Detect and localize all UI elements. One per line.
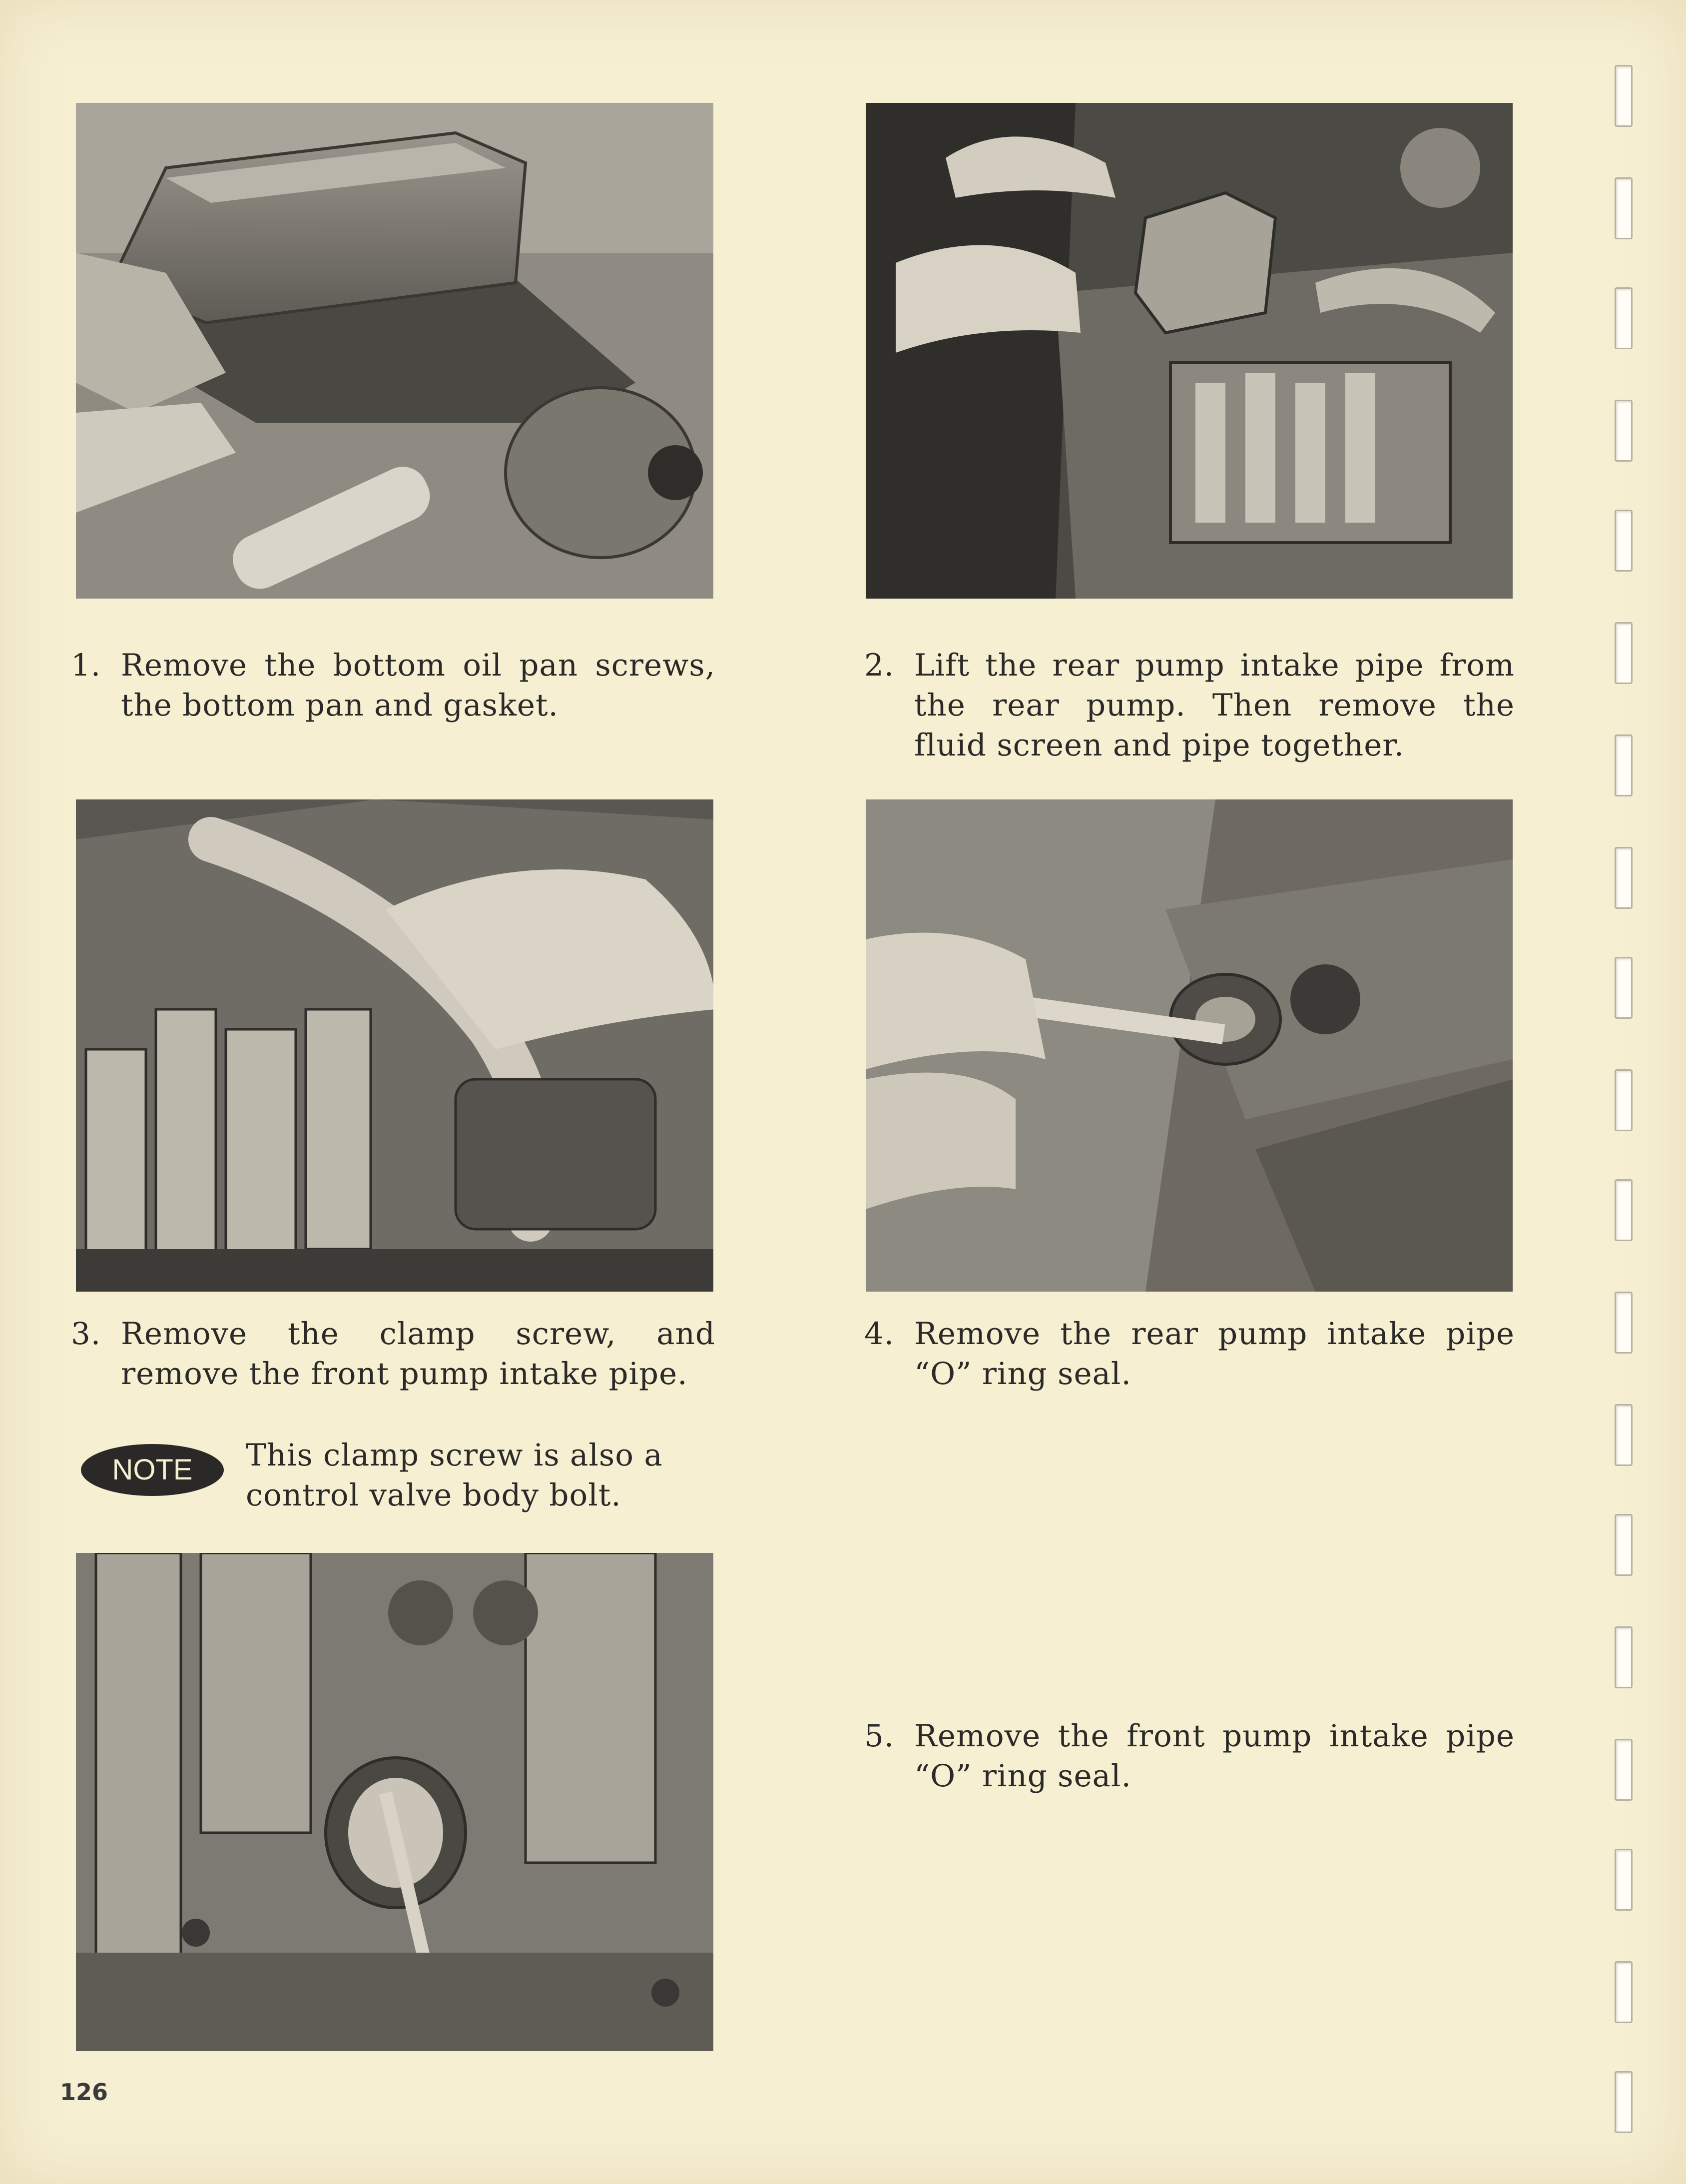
- binding-hole: [1615, 1849, 1633, 1911]
- binding-hole: [1615, 1404, 1633, 1466]
- binding-hole: [1615, 1626, 1633, 1688]
- step-3-number: 3.: [71, 1316, 101, 1352]
- binding-hole: [1615, 287, 1633, 349]
- photo-oil-pan-removal: [76, 103, 713, 599]
- page-number: 126: [60, 2079, 108, 2106]
- photo-front-pump-intake-pipe-clamp: [76, 799, 713, 1292]
- step-2-text: Lift the rear pump intake pipe from the rear pump. Then remove the fluid screen and pipe together.: [914, 648, 1515, 763]
- binding-hole: [1615, 1179, 1633, 1241]
- step-3-text: Remove the clamp screw, and remove the front pump intake pipe.: [121, 1316, 715, 1392]
- binding-hole: [1615, 510, 1633, 572]
- binding-hole: [1615, 957, 1633, 1019]
- binding-hole: [1615, 177, 1633, 239]
- binding-hole: [1615, 2071, 1633, 2133]
- note-badge: [80, 1443, 225, 1497]
- binding-hole: [1615, 847, 1633, 909]
- step-2-number: 2.: [864, 648, 895, 683]
- step-5-number: 5.: [864, 1718, 895, 1754]
- step-5-text: Remove the front pump intake pipe “O” ring seal.: [914, 1718, 1515, 1794]
- binding-hole: [1615, 400, 1633, 462]
- step-1-number: 1.: [71, 648, 101, 683]
- binding-hole: [1615, 734, 1633, 796]
- note-badge-label: NOTE: [112, 1454, 193, 1486]
- note-text: This clamp screw is also a control valve body bolt.: [246, 1438, 663, 1513]
- binding-hole: [1615, 1739, 1633, 1801]
- binding-hole: [1615, 1961, 1633, 2023]
- photo-front-pump-o-ring-seal: [76, 1553, 713, 2051]
- binding-hole: [1615, 1514, 1633, 1576]
- step-1-text: Remove the bottom oil pan screws, the bottom pan and gasket.: [121, 648, 715, 723]
- photo-rear-pump-o-ring-seal: [866, 799, 1513, 1292]
- photo-rear-pump-intake-pipe: [866, 103, 1513, 599]
- binding-hole: [1615, 1292, 1633, 1354]
- binding-hole: [1615, 65, 1633, 127]
- step-4-text: Remove the rear pump intake pipe “O” ring seal.: [914, 1316, 1515, 1392]
- binding-hole: [1615, 1069, 1633, 1131]
- binding-hole: [1615, 622, 1633, 684]
- step-4-number: 4.: [864, 1316, 895, 1352]
